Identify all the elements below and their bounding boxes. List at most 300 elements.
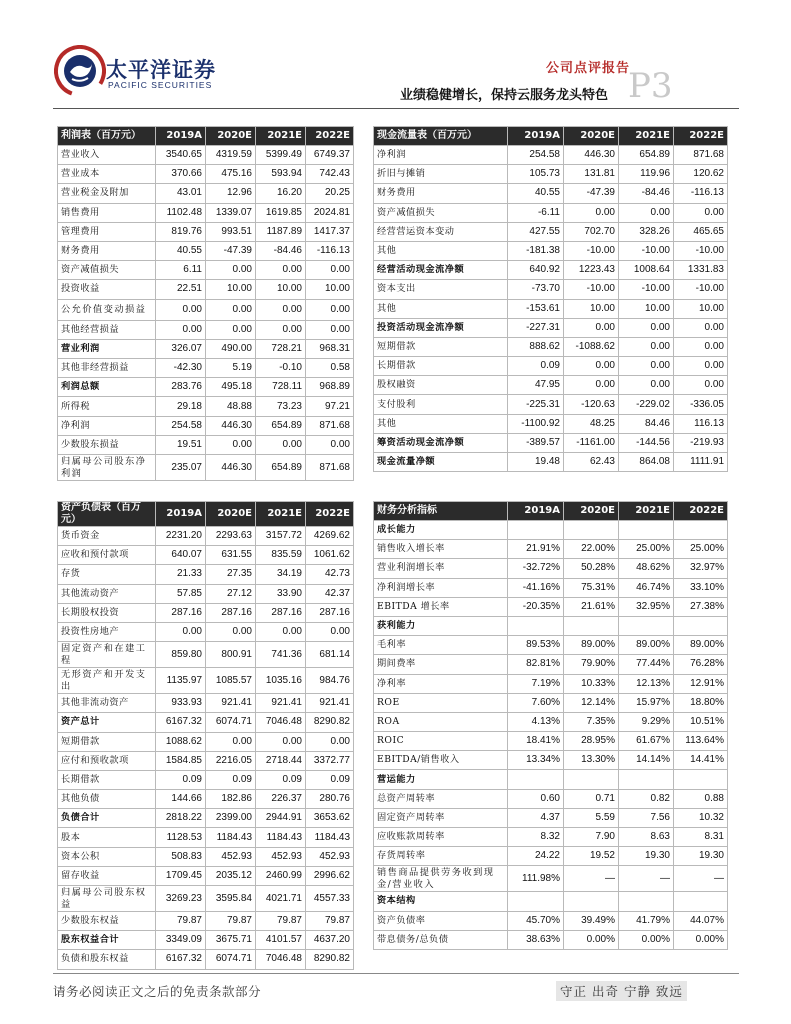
value-cell: 8.31 [674, 828, 728, 847]
value-cell: 21.91% [508, 540, 564, 559]
value-cell: 4269.62 [306, 527, 354, 546]
value-cell: -120.63 [564, 395, 619, 414]
value-cell: 21.33 [156, 565, 206, 584]
value-cell: -336.05 [674, 395, 728, 414]
report-type: 公司点评报告 [545, 61, 630, 76]
value-cell: 7.90 [564, 828, 619, 847]
balance-year-header: 2020E [206, 502, 256, 527]
table-row [58, 694, 354, 713]
value-cell [508, 521, 564, 540]
row-label: 其他 [374, 299, 508, 318]
row-label: 少数股东损益 [58, 435, 156, 454]
value-cell: 38.63% [508, 930, 564, 949]
row-label: 应付和预收款项 [58, 751, 156, 770]
row-label: 资产减值损失 [374, 203, 508, 222]
table-row [374, 433, 728, 452]
value-cell: 89.53% [508, 636, 564, 655]
value-cell: 7.35% [564, 712, 619, 731]
value-cell: 29.18 [156, 397, 206, 416]
value-cell: 654.89 [256, 416, 306, 435]
value-cell: — [619, 866, 674, 892]
value-cell: 0.00 [306, 622, 354, 641]
value-cell: 859.80 [156, 642, 206, 668]
value-cell: -41.16% [508, 578, 564, 597]
value-cell: 119.96 [619, 165, 674, 184]
table-row [58, 435, 354, 454]
value-cell: -181.38 [508, 241, 564, 260]
value-cell: 10.32 [674, 808, 728, 827]
value-cell: 13.30% [564, 751, 619, 770]
value-cell: 328.26 [619, 222, 674, 241]
value-cell [619, 521, 674, 540]
row-label: 投资性房地产 [58, 622, 156, 641]
row-label: 短期借款 [374, 337, 508, 356]
value-cell: 79.87 [156, 912, 206, 931]
value-cell: 2460.99 [256, 866, 306, 885]
table-row [374, 261, 728, 280]
table-row [58, 339, 354, 358]
table-row [58, 546, 354, 565]
value-cell: 41.79% [619, 911, 674, 930]
value-cell: 12.91% [674, 674, 728, 693]
value-cell: 4557.33 [306, 886, 354, 912]
value-cell: — [674, 866, 728, 892]
ratios-year-header: 2020E [564, 502, 619, 521]
value-cell [508, 770, 564, 789]
value-cell: 89.00% [674, 636, 728, 655]
row-label: 净利润 [374, 146, 508, 165]
row-label: 留存收益 [58, 866, 156, 885]
row-label: 负债合计 [58, 809, 156, 828]
table-row [374, 655, 728, 674]
value-cell: 0.60 [508, 789, 564, 808]
value-cell: 77.44% [619, 655, 674, 674]
page-number: P3 [628, 66, 673, 106]
value-cell: 10.00 [674, 299, 728, 318]
value-cell: 73.23 [256, 397, 306, 416]
report-subtitle: 业绩稳健增长，保持云服务龙头特色 [399, 88, 608, 103]
ratios-title-cell: 财务分析指标 [374, 502, 508, 521]
value-cell: 1417.37 [306, 222, 354, 241]
value-cell: -153.61 [508, 299, 564, 318]
value-cell: 1709.45 [156, 866, 206, 885]
value-cell: 287.16 [306, 603, 354, 622]
value-cell: 0.00 [256, 622, 306, 641]
value-cell: -42.30 [156, 359, 206, 378]
income-year-header: 2019A [156, 127, 206, 146]
value-cell: 0.00 [619, 337, 674, 356]
table-row [374, 616, 728, 635]
value-cell: 48.25 [564, 414, 619, 433]
row-label: 资产总计 [58, 713, 156, 732]
value-cell [674, 616, 728, 635]
row-label: 净利润增长率 [374, 578, 508, 597]
value-cell: 0.88 [674, 789, 728, 808]
value-cell: 45.70% [508, 911, 564, 930]
value-cell: -73.70 [508, 280, 564, 299]
value-cell: -10.00 [619, 280, 674, 299]
value-cell: -1100.92 [508, 414, 564, 433]
value-cell: -47.39 [564, 184, 619, 203]
value-cell: -10.00 [564, 241, 619, 260]
value-cell: -20.35% [508, 597, 564, 616]
value-cell: 0.00 [306, 732, 354, 751]
value-cell: 0.00 [156, 299, 206, 320]
cashflow-title-cell: 现金流量表（百万元） [374, 127, 508, 146]
value-cell: 446.30 [206, 455, 256, 481]
table-row [374, 299, 728, 318]
row-label: 资产减值损失 [58, 261, 156, 280]
row-label: EBITDA 增长率 [374, 597, 508, 616]
value-cell: 116.13 [674, 414, 728, 433]
row-label: 利润总额 [58, 378, 156, 397]
value-cell: 5.59 [564, 808, 619, 827]
value-cell: 0.09 [156, 770, 206, 789]
value-cell: -10.00 [564, 280, 619, 299]
disclaimer-text: 请务必阅读正文之后的免责条款部分 [53, 984, 262, 999]
value-cell: 465.65 [674, 222, 728, 241]
value-cell: 46.74% [619, 578, 674, 597]
value-cell: 3595.84 [206, 886, 256, 912]
balance-title-cell: 资产负债表（百万元） [58, 502, 156, 527]
table-row [58, 203, 354, 222]
value-cell: 871.68 [306, 455, 354, 481]
value-cell: 631.55 [206, 546, 256, 565]
row-label: 销售费用 [58, 203, 156, 222]
value-cell: 640.92 [508, 261, 564, 280]
income-year-header: 2021E [256, 127, 306, 146]
table-row [58, 165, 354, 184]
value-cell: 9.29% [619, 712, 674, 731]
value-cell: 2293.63 [206, 527, 256, 546]
value-cell: 0.00 [206, 261, 256, 280]
row-label: 长期股权投资 [58, 603, 156, 622]
value-cell: 18.41% [508, 732, 564, 751]
table-row [374, 376, 728, 395]
value-cell: 1187.89 [256, 222, 306, 241]
value-cell: 452.93 [206, 847, 256, 866]
row-label: 销售收入增长率 [374, 540, 508, 559]
value-cell [619, 892, 674, 911]
value-cell: 283.76 [156, 378, 206, 397]
value-cell: 8290.82 [306, 950, 354, 969]
table-row [58, 397, 354, 416]
value-cell: 82.81% [508, 655, 564, 674]
table-row [374, 318, 728, 337]
table-row [374, 395, 728, 414]
value-cell: 0.00 [564, 203, 619, 222]
value-cell: 144.66 [156, 790, 206, 809]
row-label: 其他非流动资产 [58, 694, 156, 713]
value-cell: 0.00 [619, 357, 674, 376]
value-cell: 370.66 [156, 165, 206, 184]
row-label: 总资产周转率 [374, 789, 508, 808]
value-cell: 50.28% [564, 559, 619, 578]
value-cell: 0.00% [674, 930, 728, 949]
value-cell: — [564, 866, 619, 892]
value-cell: 0.00 [206, 299, 256, 320]
value-cell [564, 892, 619, 911]
row-label: 股东权益合计 [58, 931, 156, 950]
table-row [374, 241, 728, 260]
value-cell: 12.96 [206, 184, 256, 203]
value-cell: 0.00 [206, 320, 256, 339]
row-label: ROE [374, 693, 508, 712]
value-cell: 10.33% [564, 674, 619, 693]
value-cell: 47.95 [508, 376, 564, 395]
row-label: 资产负债率 [374, 911, 508, 930]
table-row [374, 184, 728, 203]
table-row [374, 453, 728, 472]
table-row [58, 668, 354, 694]
value-cell: -227.31 [508, 318, 564, 337]
row-label: 支付股利 [374, 395, 508, 414]
table-row [374, 866, 728, 892]
row-label: 资本公积 [58, 847, 156, 866]
value-cell: -389.57 [508, 433, 564, 452]
value-cell: 28.95% [564, 732, 619, 751]
value-cell: -84.46 [256, 241, 306, 260]
value-cell: 0.00 [564, 376, 619, 395]
row-label: 短期借款 [58, 732, 156, 751]
row-label: 营运能力 [374, 770, 508, 789]
value-cell: 3540.65 [156, 146, 206, 165]
value-cell: 1135.97 [156, 668, 206, 694]
value-cell: -1088.62 [564, 337, 619, 356]
value-cell: 0.82 [619, 789, 674, 808]
row-label: 现金流量净额 [374, 453, 508, 472]
row-label: 投资收益 [58, 280, 156, 299]
value-cell: 702.70 [564, 222, 619, 241]
value-cell: 42.73 [306, 565, 354, 584]
row-label: 无形资产和开发支出 [58, 668, 156, 694]
value-cell: 800.91 [206, 642, 256, 668]
table-row [374, 597, 728, 616]
value-cell: 27.35 [206, 565, 256, 584]
table-row [58, 261, 354, 280]
value-cell: 25.00% [674, 540, 728, 559]
value-cell: 6167.32 [156, 950, 206, 969]
value-cell: 4021.71 [256, 886, 306, 912]
table-row [58, 241, 354, 260]
table-row [374, 930, 728, 949]
table-row [374, 732, 728, 751]
row-label: 固定资产周转率 [374, 808, 508, 827]
row-label: ROIC [374, 732, 508, 751]
value-cell: 1061.62 [306, 546, 354, 565]
table-row [58, 847, 354, 866]
value-cell: 76.28% [674, 655, 728, 674]
value-cell: 89.00% [619, 636, 674, 655]
value-cell: 57.85 [156, 584, 206, 603]
value-cell [619, 770, 674, 789]
table-row [374, 337, 728, 356]
value-cell [674, 892, 728, 911]
value-cell: 968.31 [306, 339, 354, 358]
income-year-header: 2020E [206, 127, 256, 146]
value-cell: 33.90 [256, 584, 306, 603]
value-cell: 1184.43 [206, 828, 256, 847]
value-cell: 18.80% [674, 693, 728, 712]
value-cell: 89.00% [564, 636, 619, 655]
value-cell: 7.60% [508, 693, 564, 712]
value-cell: 0.00 [619, 203, 674, 222]
value-cell: 34.19 [256, 565, 306, 584]
cashflow-year-header: 2022E [674, 127, 728, 146]
value-cell: 19.30 [674, 847, 728, 866]
value-cell: 16.20 [256, 184, 306, 203]
row-label: 其他 [374, 414, 508, 433]
row-label: 其他流动资产 [58, 584, 156, 603]
pacific-securities-logo-icon [54, 45, 106, 97]
value-cell: 654.89 [256, 455, 306, 481]
value-cell: 20.25 [306, 184, 354, 203]
value-cell: 888.62 [508, 337, 564, 356]
row-label: 经营活动现金流净额 [374, 261, 508, 280]
value-cell: 6167.32 [156, 713, 206, 732]
value-cell: 2718.44 [256, 751, 306, 770]
row-label: 财务费用 [58, 241, 156, 260]
header-divider [53, 108, 739, 109]
value-cell: 0.00 [256, 299, 306, 320]
value-cell: 6.11 [156, 261, 206, 280]
ratios-year-header: 2021E [619, 502, 674, 521]
table-row [58, 886, 354, 912]
value-cell: 0.09 [256, 770, 306, 789]
value-cell: 10.00 [619, 299, 674, 318]
value-cell: 2944.91 [256, 809, 306, 828]
value-cell: 27.38% [674, 597, 728, 616]
table-row [374, 693, 728, 712]
value-cell: 933.93 [156, 694, 206, 713]
value-cell: 43.01 [156, 184, 206, 203]
value-cell: 4.37 [508, 808, 564, 827]
ratios-year-header: 2022E [674, 502, 728, 521]
value-cell: 654.89 [619, 146, 674, 165]
value-cell: -116.13 [674, 184, 728, 203]
value-cell: 6074.71 [206, 713, 256, 732]
row-label: 管理费用 [58, 222, 156, 241]
row-label: 其他经营损益 [58, 320, 156, 339]
value-cell: 0.00 [256, 435, 306, 454]
table-row [58, 299, 354, 320]
value-cell: 14.41% [674, 751, 728, 770]
value-cell: 4637.20 [306, 931, 354, 950]
ratios-header-row [374, 502, 728, 521]
row-label: 股权融资 [374, 376, 508, 395]
value-cell: -225.31 [508, 395, 564, 414]
table-row [58, 642, 354, 668]
balance-year-header: 2021E [256, 502, 306, 527]
row-label: 营业税金及附加 [58, 184, 156, 203]
table-row [58, 455, 354, 481]
value-cell: 0.09 [206, 770, 256, 789]
cashflow-header-row [374, 127, 728, 146]
value-cell: 287.16 [206, 603, 256, 622]
value-cell: 33.10% [674, 578, 728, 597]
value-cell: 111.98% [508, 866, 564, 892]
logo-chinese-name: 太平洋证券 [106, 57, 216, 82]
value-cell: 0.00 [156, 622, 206, 641]
value-cell: 0.00 [564, 318, 619, 337]
row-label: 财务费用 [374, 184, 508, 203]
row-label: EBITDA/销售收入 [374, 751, 508, 770]
value-cell: 993.51 [206, 222, 256, 241]
value-cell: 1008.64 [619, 261, 674, 280]
value-cell: 10.00 [564, 299, 619, 318]
table-row [374, 559, 728, 578]
value-cell: 728.11 [256, 378, 306, 397]
value-cell: 79.90% [564, 655, 619, 674]
value-cell: 0.00 [619, 376, 674, 395]
table-row [374, 789, 728, 808]
row-label: 所得税 [58, 397, 156, 416]
value-cell: 4319.59 [206, 146, 256, 165]
row-label: 折旧与摊销 [374, 165, 508, 184]
value-cell: 452.93 [306, 847, 354, 866]
value-cell: 1223.43 [564, 261, 619, 280]
table-row [58, 378, 354, 397]
value-cell: 8.32 [508, 828, 564, 847]
row-label: 固定资产和在建工程 [58, 642, 156, 668]
row-label: 获利能力 [374, 616, 508, 635]
value-cell: 40.55 [156, 241, 206, 260]
table-row [58, 280, 354, 299]
value-cell: 0.00 [306, 261, 354, 280]
value-cell: 4101.57 [256, 931, 306, 950]
value-cell: 79.87 [306, 912, 354, 931]
row-label: 营业利润增长率 [374, 559, 508, 578]
value-cell: -144.56 [619, 433, 674, 452]
table-row [374, 636, 728, 655]
value-cell: 79.87 [256, 912, 306, 931]
value-cell [564, 616, 619, 635]
value-cell [674, 521, 728, 540]
value-cell: 14.14% [619, 751, 674, 770]
value-cell: 0.00 [306, 299, 354, 320]
value-cell: 113.64% [674, 732, 728, 751]
value-cell: 681.14 [306, 642, 354, 668]
row-label: 应收账款周转率 [374, 828, 508, 847]
value-cell: 10.00 [256, 280, 306, 299]
table-row [374, 808, 728, 827]
cashflow-year-header: 2020E [564, 127, 619, 146]
value-cell: 0.00 [564, 357, 619, 376]
value-cell: 640.07 [156, 546, 206, 565]
table-row [58, 866, 354, 885]
table-row [58, 416, 354, 435]
table-row [58, 622, 354, 641]
value-cell: 1184.43 [306, 828, 354, 847]
value-cell: 25.00% [619, 540, 674, 559]
table-row [58, 751, 354, 770]
value-cell: 0.00 [306, 320, 354, 339]
balance-header-row [58, 502, 354, 527]
table-row [374, 674, 728, 693]
value-cell [619, 616, 674, 635]
value-cell: 1128.53 [156, 828, 206, 847]
row-label: 应收和预付款项 [58, 546, 156, 565]
value-cell: 0.00% [564, 930, 619, 949]
table-row [58, 912, 354, 931]
table-row [374, 892, 728, 911]
value-cell: 13.34% [508, 751, 564, 770]
value-cell: 8.63 [619, 828, 674, 847]
table-row [374, 165, 728, 184]
table-row [374, 521, 728, 540]
table-row [58, 828, 354, 847]
value-cell: 0.09 [508, 357, 564, 376]
